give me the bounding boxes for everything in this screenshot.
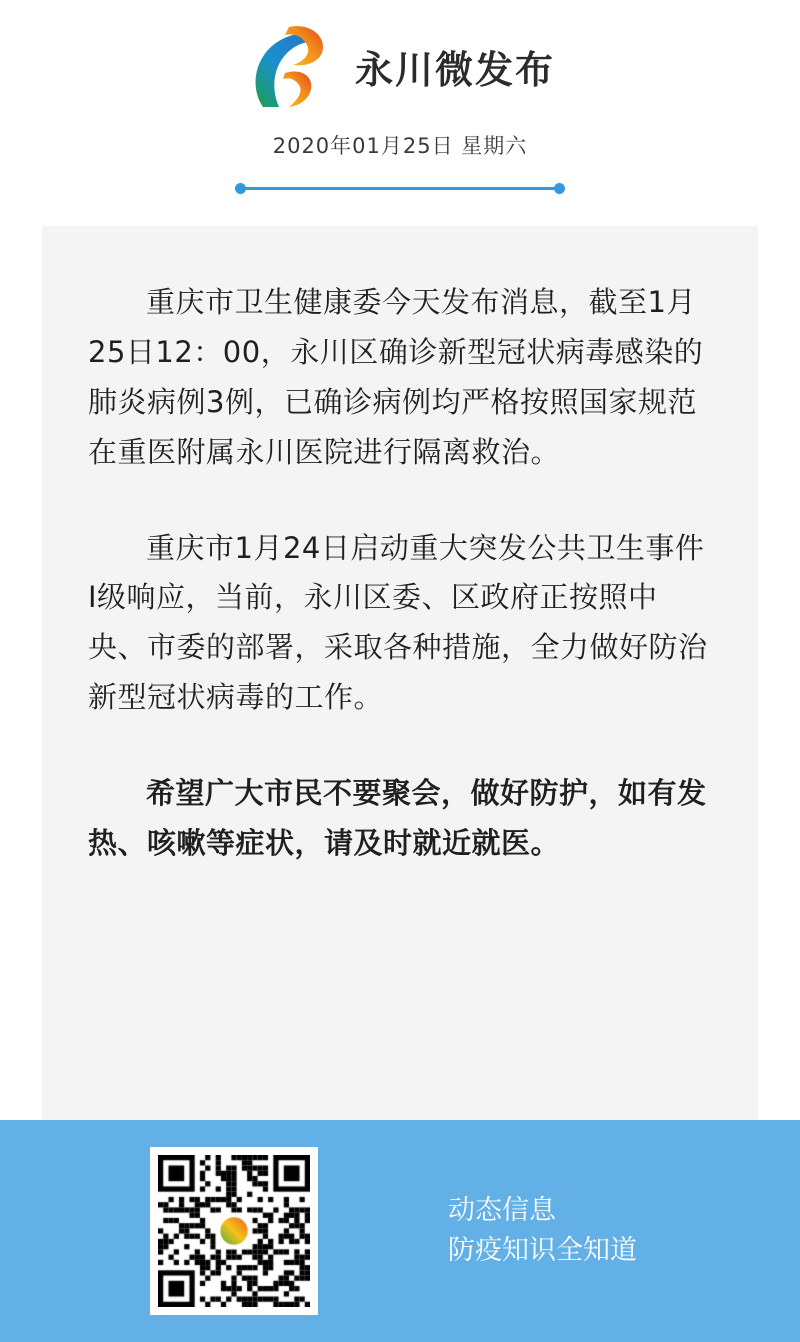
article-body (42, 226, 758, 1120)
article-paragraph-3: 希望广大市民不要聚会，做好防护，如有发热、咳嗽等症状，请及时就近就医。 (88, 776, 707, 860)
footer (0, 1120, 800, 1342)
header (0, 0, 800, 196)
brand-row (245, 18, 555, 114)
footer-text (448, 1191, 637, 1272)
brand-title: 永川微发布 (354, 47, 555, 92)
divider (235, 182, 565, 196)
article-paragraph-1: 重庆市卫生健康委今天发布消息，截至1月25日12：00，永川区确诊新型冠状病毒感染的肺炎病例3例，已确诊病例均严格按照国家规范在重医附属永川医院进行隔离救治。 (88, 285, 704, 469)
article-paragraph-2: 重庆市1月24日启动重大突发公共卫生事件I级响应，当前，永川区委、区政府正按照中央、市委的部署，采取各种措施，全力做好防治新型冠状病毒的工作。 (88, 530, 708, 715)
divider-line (242, 187, 558, 190)
footer-line-1: 动态信息 (448, 1194, 556, 1226)
publish-date: 2020年01月25日 星期六 (272, 134, 528, 158)
yongchuan-swirl-logo-icon (245, 21, 329, 111)
footer-line-2: 防疫知识全知道 (448, 1235, 637, 1266)
qr-code-icon[interactable] (150, 1147, 318, 1315)
divider-dot-right (554, 183, 565, 194)
